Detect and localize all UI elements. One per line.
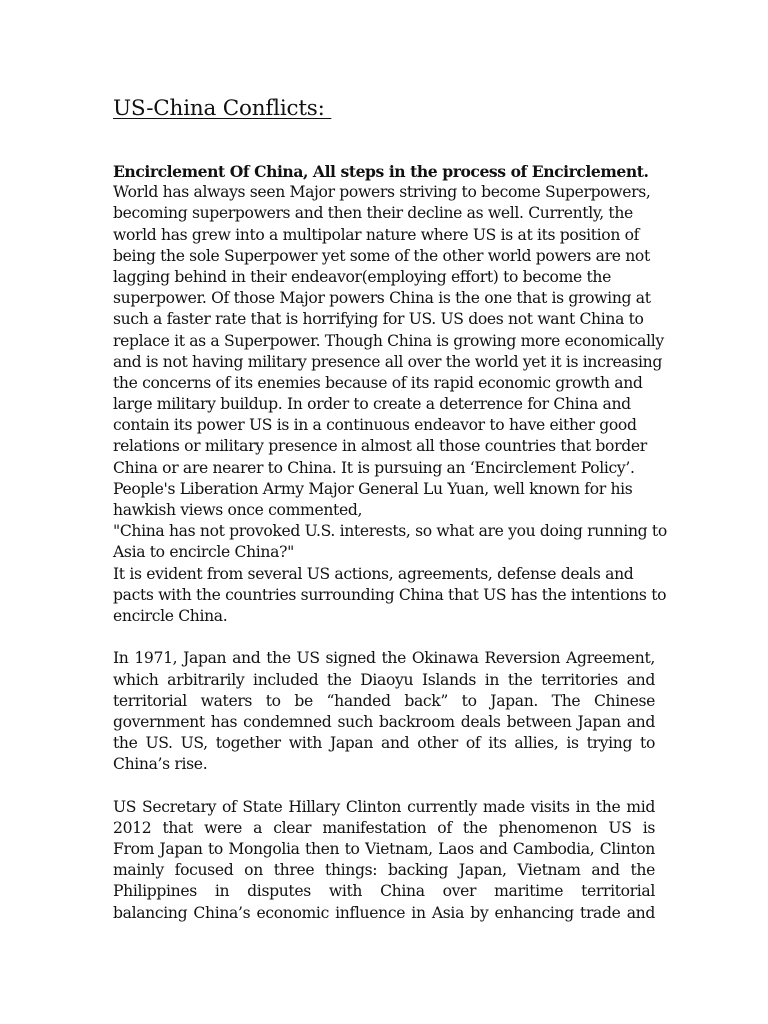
paragraph — [113, 648, 655, 775]
text-line: lagging behind in their endeavor(employing effort) to become the — [113, 267, 612, 286]
text-line: mainly focused on three things: backing Japan, Vietnam and the — [113, 861, 655, 880]
paragraph — [113, 161, 667, 627]
text-line: World has always seen Major powers striving to become Superpowers, — [113, 183, 651, 202]
text-line: large military buildup. In order to create a deterrence for China and — [113, 395, 631, 414]
paragraph-gap — [113, 775, 655, 796]
text-line: In 1971, Japan and the US signed the Okinawa Reversion Agreement, — [113, 649, 655, 668]
text-line: encircle China. — [113, 606, 228, 625]
text-line: which arbitrarily included the Diaoyu Islands in the territories and — [113, 670, 655, 689]
text-line: Philippines in disputes with China over maritime territorial — [113, 882, 655, 901]
text-line: China’s rise. — [113, 755, 208, 774]
text-line: and is not having military presence all over the world yet it is increasing — [113, 352, 662, 371]
text-line: replace it as a Superpower. Though China is growing more economically — [113, 331, 664, 350]
text-line: the US. US, together with Japan and other of its allies, is trying to — [113, 734, 655, 753]
text-line: It is evident from several US actions, agreements, defense deals and — [113, 564, 634, 583]
section-heading: Encirclement Of China, All steps in the process of Encirclement. — [113, 162, 649, 181]
text-line: the concerns of its enemies because of its rapid economic growth and — [113, 373, 643, 392]
text-line: From Japan to Mongolia then to Vietnam, Laos and Cambodia, Clinton — [113, 840, 655, 858]
text-line: hawkish views once commented, — [113, 501, 363, 519]
page-title: US-China Conflicts: — [113, 96, 332, 121]
text-line: territorial waters to be “handed back” to Japan. The Chinese — [113, 691, 655, 710]
document-body — [113, 161, 667, 924]
text-line: superpower. Of those Major powers China is the one that is growing at — [113, 289, 651, 308]
text-line: China or are nearer to China. It is pursuing an ‘Encirclement Policy’. — [113, 458, 635, 477]
text-line: becoming superpowers and then their decline as well. Currently, the — [113, 204, 633, 223]
text-line: Asia to encircle China?" — [113, 543, 294, 562]
text-line: world has grew into a multipolar nature where US is at its position of — [113, 225, 640, 244]
text-line: US Secretary of State Hillary Clinton currently made visits in the mid — [113, 797, 655, 816]
text-line: relations or military presence in almost all those countries that border — [113, 437, 647, 456]
text-line: government has condemned such backroom deals between Japan and — [113, 712, 655, 731]
paragraph — [113, 797, 655, 924]
text-line: pacts with the countries surrounding China that US has the intentions to — [113, 585, 667, 604]
text-line: such a faster rate that is horrifying for US. US does not want China to — [113, 310, 644, 329]
text-line: balancing China’s economic influence in Asia by enhancing trade and — [113, 903, 655, 922]
text-line: 2012 that were a clear manifestation of the phenomenon US is — [113, 818, 655, 837]
text-line: being the sole Superpower yet some of the other world powers are not — [113, 246, 650, 265]
text-line: contain its power US is in a continuous endeavor to have either good — [113, 416, 637, 435]
paragraph-gap — [113, 627, 655, 648]
text-line: People's Liberation Army Major General Lu Yuan, well known for his — [113, 479, 633, 498]
text-line: "China has not provoked U.S. interests, so what are you doing running to — [113, 522, 667, 541]
